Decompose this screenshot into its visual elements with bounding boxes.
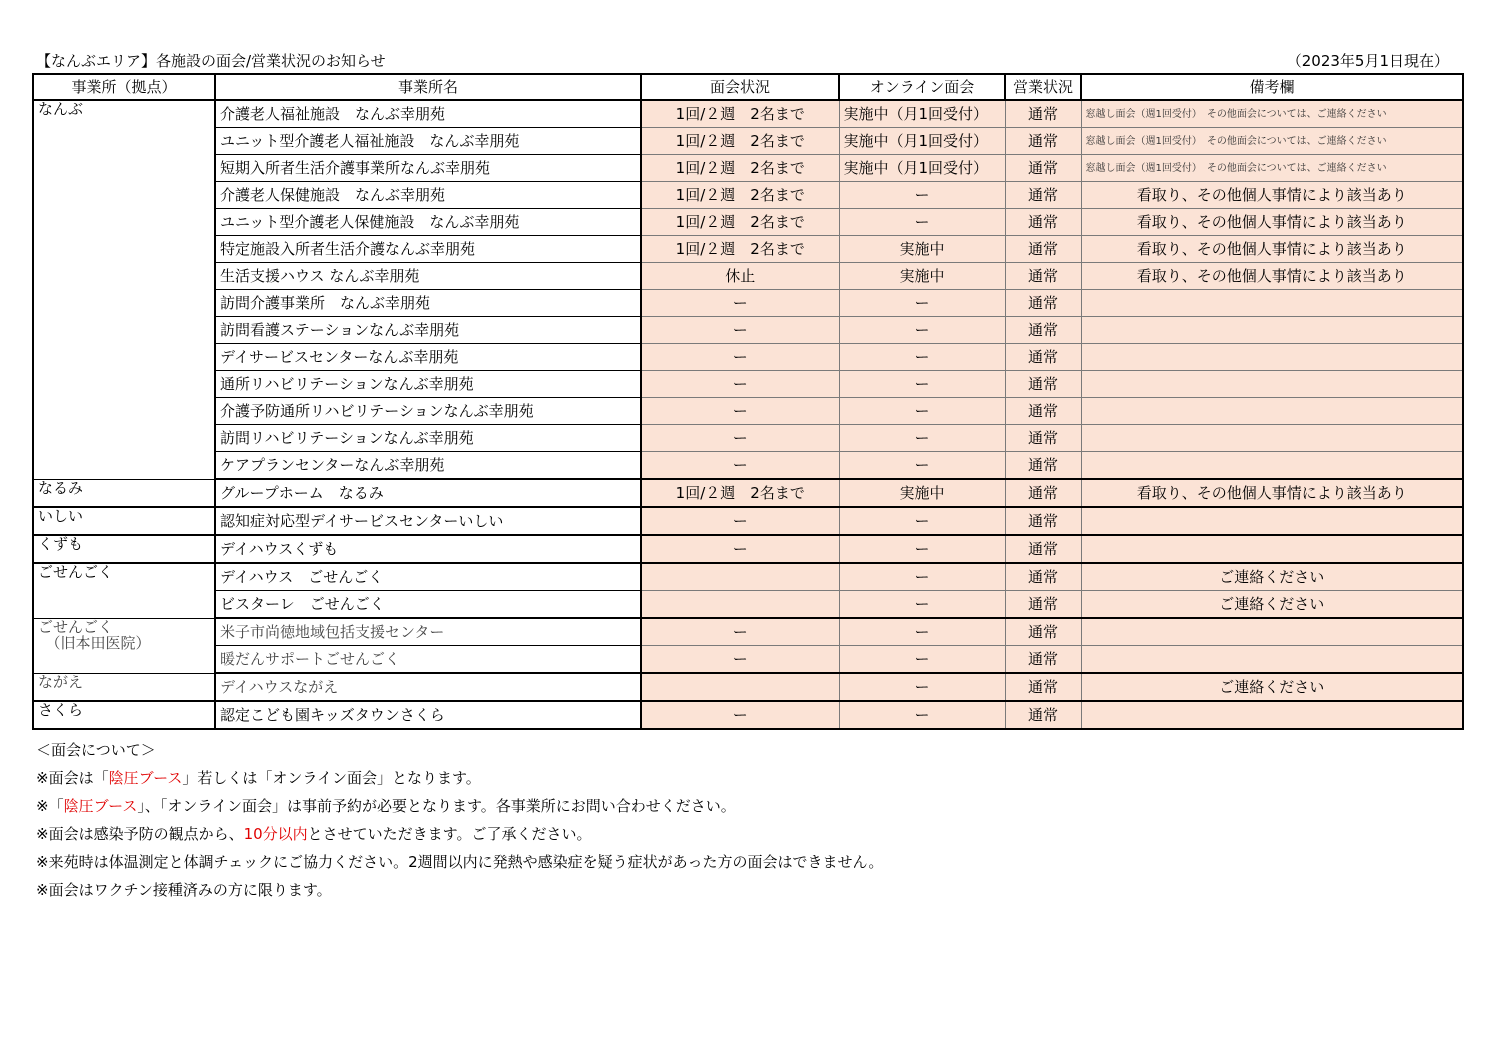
online-visit-cell: 実施中 (839, 263, 1005, 290)
visit-status-cell: ー (641, 646, 839, 674)
business-status-cell: 通常 (1005, 479, 1081, 507)
online-visit-cell: ー (839, 317, 1005, 344)
business-status-cell: 通常 (1005, 701, 1081, 729)
business-status-cell: 通常 (1005, 344, 1081, 371)
visit-status-cell: ー (641, 507, 839, 535)
visit-status-cell: ー (641, 371, 839, 398)
facility-status-table (32, 73, 1464, 730)
office-cell: ごせんごく (33, 563, 215, 618)
business-status-cell: 通常 (1005, 398, 1081, 425)
office-cell: くずも (33, 535, 215, 563)
visit-status-cell: 1回/２週 2名まで (641, 479, 839, 507)
business-status-cell: 通常 (1005, 563, 1081, 591)
office-cell: いしい (33, 507, 215, 535)
remarks-cell (1081, 398, 1463, 425)
remarks-cell (1081, 646, 1463, 674)
online-visit-cell: ー (839, 371, 1005, 398)
online-visit-cell: ー (839, 701, 1005, 729)
table-row (33, 591, 1463, 619)
facility-name-cell: 米子市尚徳地域包括支援センター (215, 618, 641, 646)
table-row (33, 563, 1463, 591)
visit-status-cell: ー (641, 535, 839, 563)
facility-name-cell: 訪問リハビリテーションなんぶ幸朋苑 (215, 425, 641, 452)
note-line: ※「陰圧ブース」、「オンライン面会」は事前予約が必要となります。各事業所にお問い合わせください。 (36, 797, 736, 815)
facility-name-cell: デイハウスくずも (215, 535, 641, 563)
visit-status-cell: 1回/２週 2名まで (641, 182, 839, 209)
table-header-row (33, 74, 1463, 100)
facility-name-cell: デイサービスセンターなんぶ幸朋苑 (215, 344, 641, 371)
online-visit-cell: ー (839, 452, 1005, 480)
table-row (33, 618, 1463, 646)
highlight-text: 10分以内 (243, 825, 308, 843)
visit-status-cell: ー (641, 452, 839, 480)
online-visit-cell: ー (839, 591, 1005, 619)
business-status-cell: 通常 (1005, 155, 1081, 182)
remarks-cell: ご連絡ください (1081, 673, 1463, 701)
visit-status-cell (641, 673, 839, 701)
remarks-cell: 看取り、その他個人事情により該当あり (1081, 182, 1463, 209)
business-status-cell: 通常 (1005, 236, 1081, 263)
online-visit-cell: 実施中（月1回受付） (839, 155, 1005, 182)
note-line: ※面会は感染予防の観点から、10分以内とさせていただきます。ご了承ください。 (36, 825, 592, 843)
visit-status-cell: ー (641, 701, 839, 729)
online-visit-cell: 実施中（月1回受付） (839, 128, 1005, 155)
remarks-cell (1081, 701, 1463, 729)
col-header-visit-status: 面会状況 (641, 74, 839, 100)
facility-name-cell: ビスターレ ごせんごく (215, 591, 641, 619)
business-status-cell: 通常 (1005, 646, 1081, 674)
remarks-cell: 看取り、その他個人事情により該当あり (1081, 479, 1463, 507)
business-status-cell: 通常 (1005, 673, 1081, 701)
facility-name-cell: 短期入所者生活介護事業所なんぶ幸朋苑 (215, 155, 641, 182)
visit-notes (36, 736, 883, 904)
table-row (33, 479, 1463, 507)
online-visit-cell: 実施中（月1回受付） (839, 100, 1005, 128)
table-row (33, 507, 1463, 535)
facility-name-cell: 訪問介護事業所 なんぶ幸朋苑 (215, 290, 641, 317)
remarks-cell (1081, 618, 1463, 646)
remarks-cell (1081, 290, 1463, 317)
note-line: ※面会は「陰圧ブース」若しくは「オンライン面会」となります。 (36, 769, 481, 787)
remarks-cell: 窓越し面会（週1回受付） その他面会については、ご連絡ください (1081, 100, 1463, 128)
col-header-online-visit: オンライン面会 (839, 74, 1005, 100)
business-status-cell: 通常 (1005, 371, 1081, 398)
visit-status-cell: ー (641, 344, 839, 371)
col-header-facility-name: 事業所名 (215, 74, 641, 100)
business-status-cell: 通常 (1005, 452, 1081, 480)
visit-status-cell: 休止 (641, 263, 839, 290)
table-row (33, 209, 1463, 236)
table-row (33, 182, 1463, 209)
online-visit-cell: ー (839, 618, 1005, 646)
office-cell: なるみ (33, 479, 215, 507)
business-status-cell: 通常 (1005, 128, 1081, 155)
facility-name-cell: 介護老人福祉施設 なんぶ幸朋苑 (215, 100, 641, 128)
table-row (33, 155, 1463, 182)
facility-name-cell: 通所リハビリテーションなんぶ幸朋苑 (215, 371, 641, 398)
online-visit-cell: ー (839, 290, 1005, 317)
as-of-date: （2023年5月1日現在） (1286, 52, 1449, 70)
online-visit-cell: ー (839, 535, 1005, 563)
facility-name-cell: 訪問看護ステーションなんぶ幸朋苑 (215, 317, 641, 344)
business-status-cell: 通常 (1005, 591, 1081, 619)
remarks-cell (1081, 344, 1463, 371)
facility-name-cell: 暖だんサポートごせんごく (215, 646, 641, 674)
visit-status-cell: 1回/２週 2名まで (641, 236, 839, 263)
remarks-cell: 看取り、その他個人事情により該当あり (1081, 263, 1463, 290)
online-visit-cell: ー (839, 646, 1005, 674)
facility-name-cell: 認定こども園キッズタウンさくら (215, 701, 641, 729)
visit-status-cell (641, 591, 839, 619)
online-visit-cell: 実施中 (839, 479, 1005, 507)
facility-name-cell: 生活支援ハウス なんぶ幸朋苑 (215, 263, 641, 290)
highlight-text: 陰圧ブース (108, 769, 183, 787)
business-status-cell: 通常 (1005, 263, 1081, 290)
facility-name-cell: 介護老人保健施設 なんぶ幸朋苑 (215, 182, 641, 209)
table-row (33, 673, 1463, 701)
office-cell: なんぶ (33, 100, 215, 479)
table-row (33, 371, 1463, 398)
visit-status-cell (641, 563, 839, 591)
facility-name-cell: 認知症対応型デイサービスセンターいしい (215, 507, 641, 535)
note-line: ※面会はワクチン接種済みの方に限ります。 (36, 881, 332, 899)
table-row (33, 236, 1463, 263)
table-row (33, 425, 1463, 452)
remarks-cell (1081, 317, 1463, 344)
table-row (33, 701, 1463, 729)
business-status-cell: 通常 (1005, 535, 1081, 563)
business-status-cell: 通常 (1005, 182, 1081, 209)
business-status-cell: 通常 (1005, 209, 1081, 236)
online-visit-cell: ー (839, 209, 1005, 236)
table-row (33, 263, 1463, 290)
note-line: ※来苑時は体温測定と体調チェックにご協力ください。2週間以内に発熱や感染症を疑う症状があった方の面会はできません。 (36, 853, 884, 871)
online-visit-cell: ー (839, 425, 1005, 452)
facility-name-cell: ユニット型介護老人福祉施設 なんぶ幸朋苑 (215, 128, 641, 155)
remarks-cell: 看取り、その他個人事情により該当あり (1081, 209, 1463, 236)
visit-status-cell: ー (641, 618, 839, 646)
col-header-business-status: 営業状況 (1005, 74, 1081, 100)
facility-name-cell: ケアプランセンターなんぶ幸朋苑 (215, 452, 641, 480)
col-header-remarks: 備考欄 (1081, 74, 1463, 100)
online-visit-cell: ー (839, 563, 1005, 591)
table-row (33, 290, 1463, 317)
online-visit-cell: ー (839, 182, 1005, 209)
office-cell: さくら (33, 701, 215, 729)
table-row (33, 317, 1463, 344)
remarks-cell: ご連絡ください (1081, 563, 1463, 591)
highlight-text: 陰圧ブース (63, 797, 138, 815)
business-status-cell: 通常 (1005, 317, 1081, 344)
office-cell: ごせんごく （旧本田医院） (33, 618, 215, 673)
facility-name-cell: 特定施設入所者生活介護なんぶ幸朋苑 (215, 236, 641, 263)
online-visit-cell: ー (839, 507, 1005, 535)
online-visit-cell: ー (839, 344, 1005, 371)
facility-name-cell: 介護予防通所リハビリテーションなんぶ幸朋苑 (215, 398, 641, 425)
remarks-cell (1081, 507, 1463, 535)
page-title: 【なんぶエリア】各施設の面会/営業状況のお知らせ (36, 52, 386, 70)
table-row (33, 128, 1463, 155)
business-status-cell: 通常 (1005, 507, 1081, 535)
business-status-cell: 通常 (1005, 425, 1081, 452)
remarks-cell (1081, 371, 1463, 398)
visit-status-cell: ー (641, 425, 839, 452)
table-row (33, 452, 1463, 480)
business-status-cell: 通常 (1005, 618, 1081, 646)
remarks-cell (1081, 425, 1463, 452)
col-header-office: 事業所（拠点） (33, 74, 215, 100)
online-visit-cell: ー (839, 398, 1005, 425)
facility-name-cell: ユニット型介護老人保健施設 なんぶ幸朋苑 (215, 209, 641, 236)
visit-status-cell: 1回/２週 2名まで (641, 128, 839, 155)
facility-name-cell: グループホーム なるみ (215, 479, 641, 507)
table-row (33, 398, 1463, 425)
facility-name-cell: デイハウス ごせんごく (215, 563, 641, 591)
remarks-cell (1081, 452, 1463, 480)
remarks-cell (1081, 535, 1463, 563)
visit-status-cell: ー (641, 290, 839, 317)
online-visit-cell: ー (839, 673, 1005, 701)
visit-status-cell: ー (641, 398, 839, 425)
table-row (33, 535, 1463, 563)
table-row (33, 344, 1463, 371)
visit-status-cell: 1回/２週 2名まで (641, 209, 839, 236)
visit-status-cell: 1回/２週 2名まで (641, 155, 839, 182)
table-row (33, 646, 1463, 674)
notes-heading: ＜面会について＞ (36, 741, 156, 759)
remarks-cell: 窓越し面会（週1回受付） その他面会については、ご連絡ください (1081, 128, 1463, 155)
remarks-cell: 窓越し面会（週1回受付） その他面会については、ご連絡ください (1081, 155, 1463, 182)
business-status-cell: 通常 (1005, 290, 1081, 317)
remarks-cell: 看取り、その他個人事情により該当あり (1081, 236, 1463, 263)
visit-status-cell: ー (641, 317, 839, 344)
remarks-cell: ご連絡ください (1081, 591, 1463, 619)
visit-status-cell: 1回/２週 2名まで (641, 100, 839, 128)
office-cell: ながえ (33, 673, 215, 701)
facility-name-cell: デイハウスながえ (215, 673, 641, 701)
business-status-cell: 通常 (1005, 100, 1081, 128)
online-visit-cell: 実施中 (839, 236, 1005, 263)
table-row (33, 100, 1463, 128)
